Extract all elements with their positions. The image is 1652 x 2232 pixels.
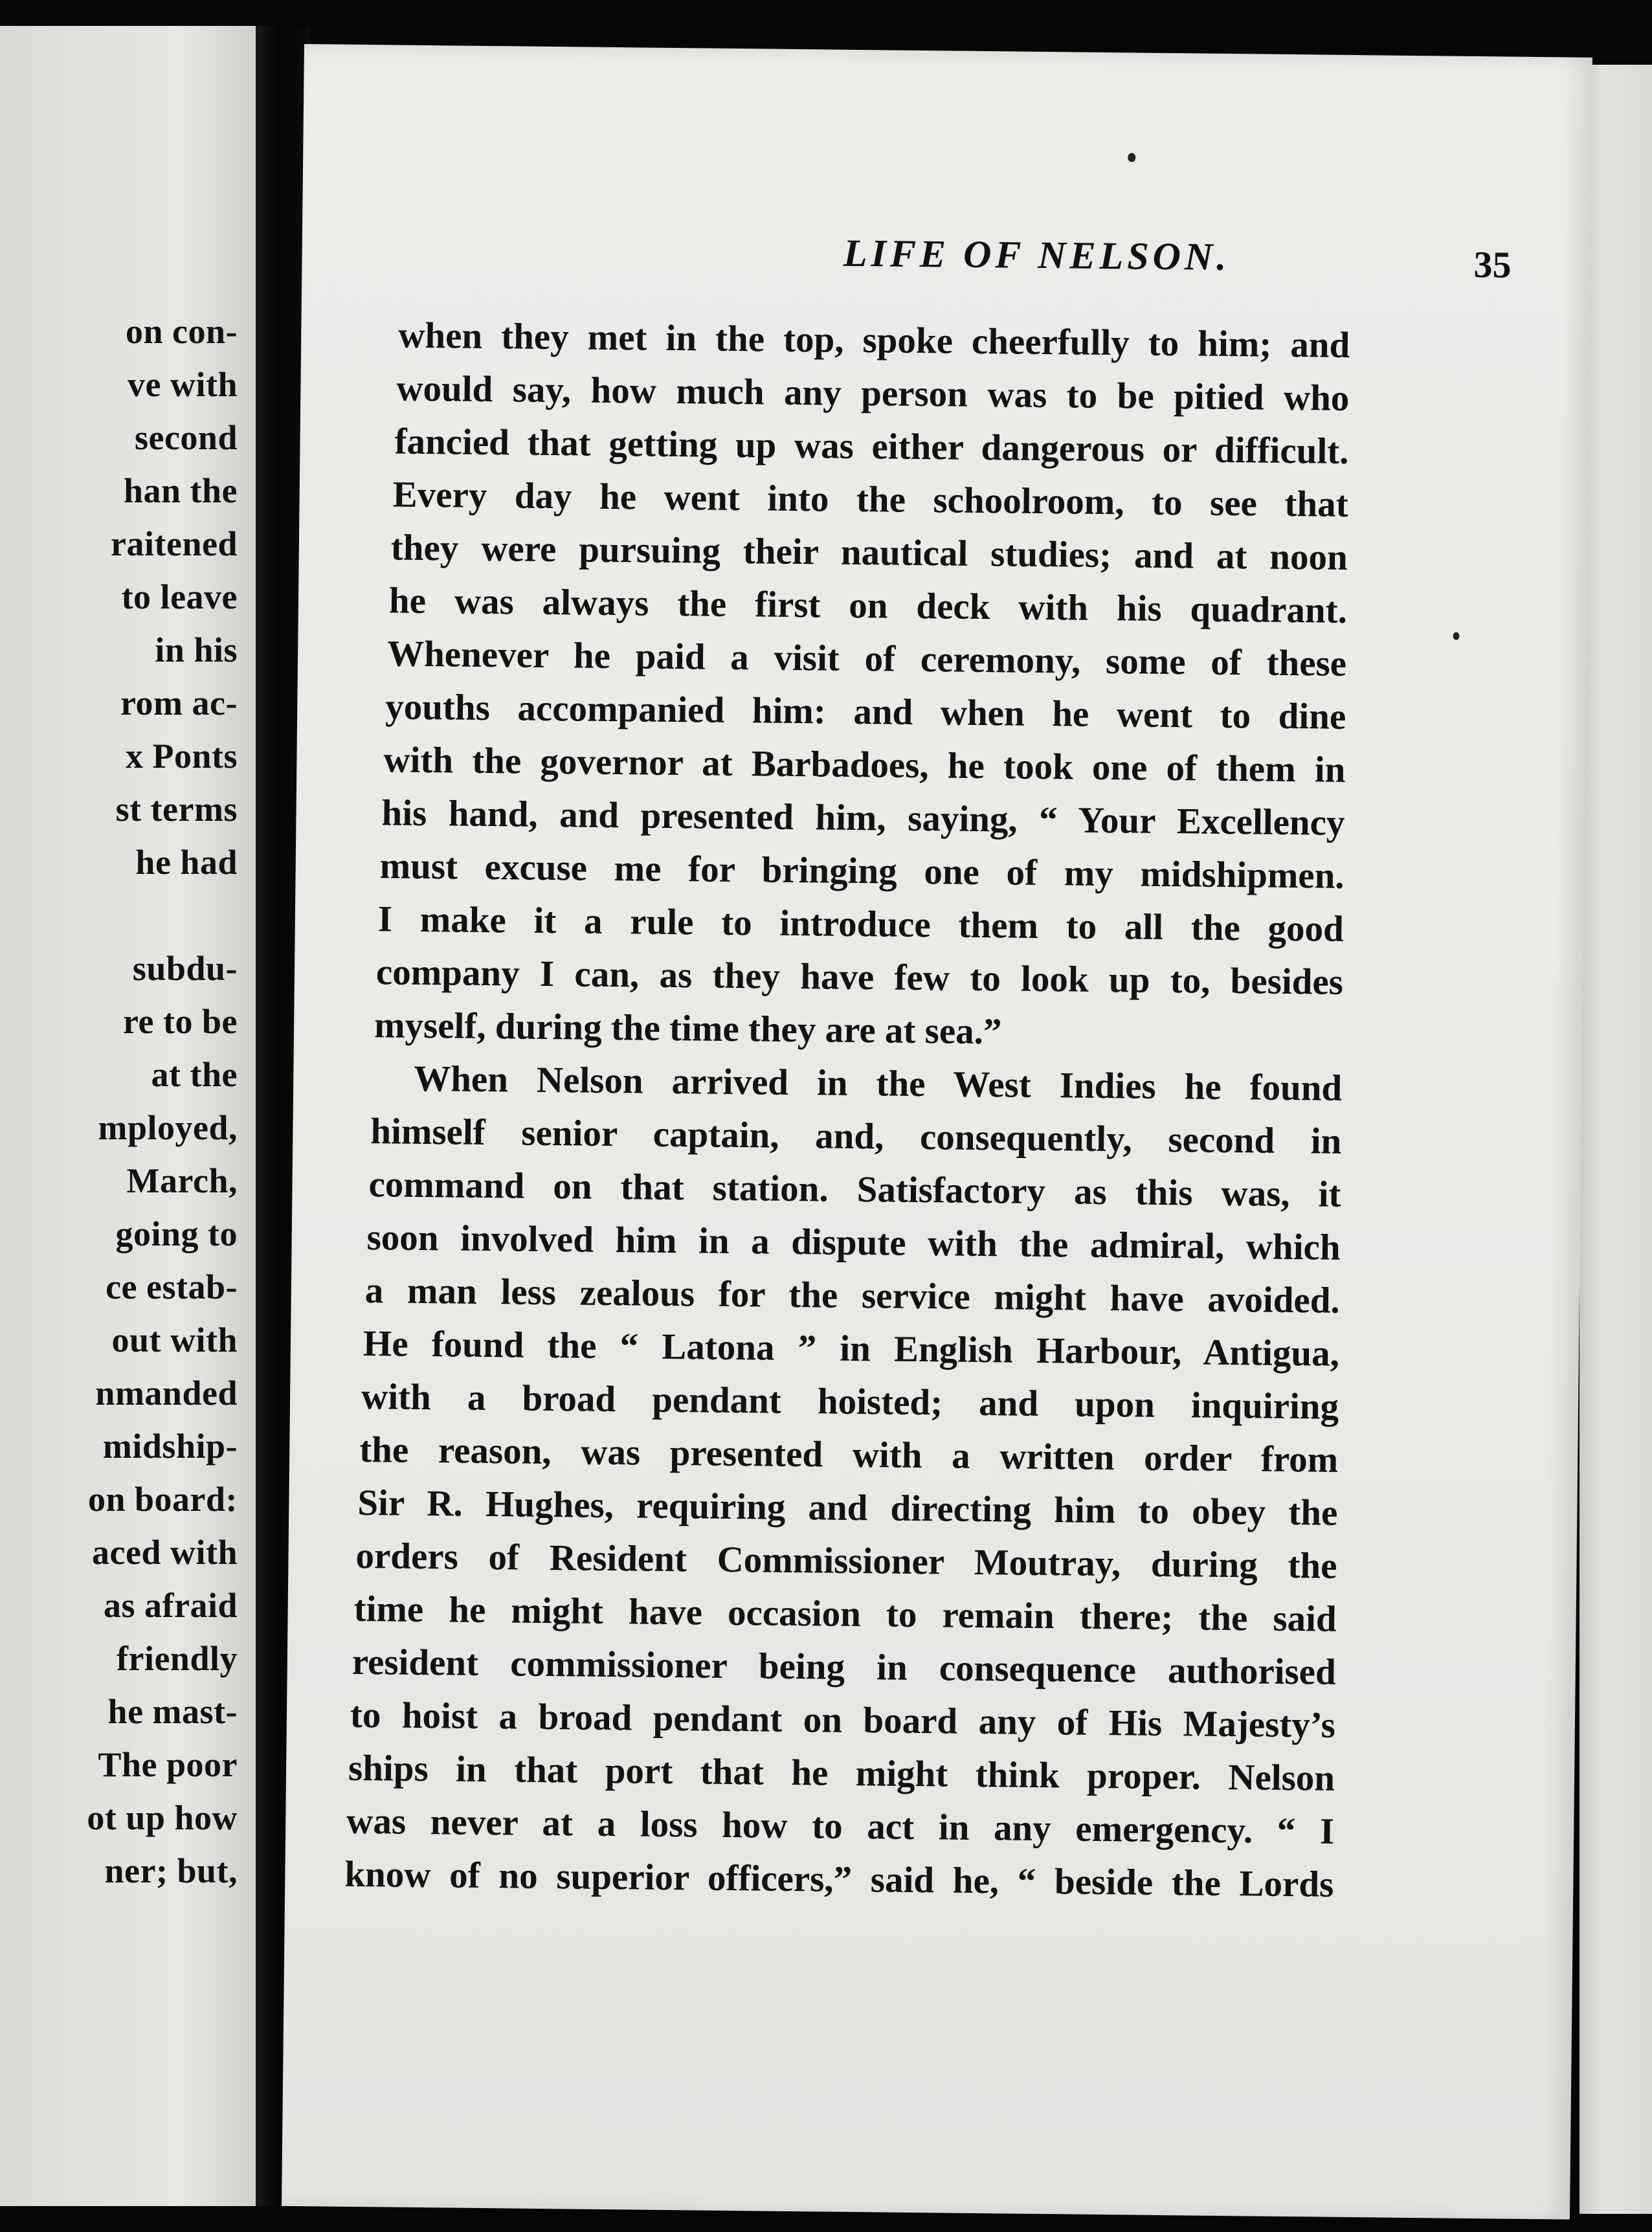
left-page-line: nmanded (95, 1374, 238, 1412)
left-page-line: ce estab- (106, 1267, 238, 1306)
left-page-line: out with (111, 1321, 238, 1359)
body-line: command on that station. Satisfactory as this was, it (368, 1164, 1341, 1215)
body-line: know of no superior officers,” said he, “ beside the Lords (344, 1853, 1334, 1905)
body-line: fancied that getting up was either dangerous or difficult. (394, 421, 1349, 472)
body-line: orders of Resident Commissioner Moutray, during the (355, 1535, 1337, 1587)
left-page-line: to leave (121, 577, 238, 616)
left-page-line: going to (115, 1214, 238, 1253)
left-page-line: subdu- (132, 949, 238, 988)
body-line: company I can, as they have few to look up to, besides (375, 952, 1344, 1003)
body-line: they were pursuing their nautical studies; and at noon (390, 527, 1348, 578)
body-line: himself senior captain, and, consequently, second in (370, 1111, 1342, 1162)
body-line: must excuse me for bringing one of my midshipmen. (379, 845, 1345, 897)
left-page-line: ot up how (87, 1798, 238, 1837)
main-page (282, 44, 1592, 2220)
ink-speck (1128, 153, 1135, 162)
body-line: ships in that port that he might think proper. Nelson (348, 1747, 1335, 1799)
body-line: youths accompanied him: and when he went to dine (385, 686, 1346, 737)
page-number: 35 (1473, 243, 1512, 286)
body-line: myself, during the time they are at sea.” (374, 1005, 1002, 1053)
left-page-line: aced with (92, 1533, 238, 1572)
body-line: with a broad pendant hoisted; and upon inquiring (361, 1376, 1339, 1427)
left-page-line: rom ac- (120, 684, 238, 722)
body-line: Whenever he paid a visit of ceremony, some of these (386, 633, 1347, 684)
left-page-line: second (134, 418, 238, 457)
body-line: the reason, was presented with a written order from (359, 1429, 1339, 1480)
body-line: time he might have occasion to remain there; the said (353, 1588, 1337, 1640)
body-line: resident commissioner being in consequence authorised (352, 1641, 1337, 1693)
left-facing-page (0, 26, 256, 2206)
left-page-line: at the (151, 1055, 238, 1094)
body-line: his hand, and presented him, saying, “ Your Excellency (381, 792, 1345, 843)
left-page-line: he had (135, 843, 238, 882)
left-page-line: re to be (123, 1002, 238, 1041)
body-line: would say, how much any person was to be pitied who (396, 368, 1350, 419)
left-page-line: midship- (102, 1427, 238, 1466)
left-page-line: as afraid (104, 1586, 238, 1625)
left-page-line: The poor (98, 1745, 238, 1784)
left-page-line: raitened (111, 524, 238, 563)
left-page-line: friendly (117, 1639, 238, 1678)
body-line: He found the “ Latona ” in English Harbour, Antigua, (363, 1323, 1340, 1374)
left-page-line: on board: (87, 1480, 238, 1519)
body-line: was never at a loss how to act in any emergency. “ I (346, 1800, 1335, 1852)
left-page-line: ner; but, (104, 1851, 238, 1890)
body-line: When Nelson arrived in the West Indies he found (413, 1058, 1343, 1109)
body-line: to hoist a broad pendant on board any of His Majesty’s (350, 1694, 1336, 1746)
left-page-line: on con- (125, 312, 238, 351)
body-line: Every day he went into the schoolroom, to see that (392, 474, 1348, 525)
body-line: a man less zealous for the service might have avoided. (364, 1270, 1341, 1321)
left-page-line: March, (126, 1161, 238, 1200)
left-page-line: han the (123, 471, 238, 510)
left-page-line: he mast- (107, 1692, 238, 1731)
page-edge (1579, 65, 1652, 2214)
body-line: I make it a rule to introduce them to all the good (377, 898, 1345, 950)
left-page-line: x Ponts (125, 737, 238, 776)
running-head: LIFE OF NELSON. (843, 231, 1231, 278)
body-line: he was always the first on deck with his quadrant. (388, 580, 1348, 631)
body-line: with the governor at Barbadoes, he took one of them in (383, 739, 1346, 790)
left-page-line: mployed, (98, 1108, 238, 1147)
ink-speck (1453, 632, 1459, 640)
body-line: Sir R. Hughes, requiring and directing him to obey the (357, 1482, 1338, 1534)
left-page-line: st terms (115, 790, 238, 829)
body-line: soon involved him in a dispute with the admiral, which (366, 1217, 1341, 1268)
body-line: when they met in the top, spoke cheerfully to him; and (397, 315, 1350, 366)
left-page-line: ve with (128, 365, 238, 404)
left-page-line: in his (155, 631, 238, 669)
